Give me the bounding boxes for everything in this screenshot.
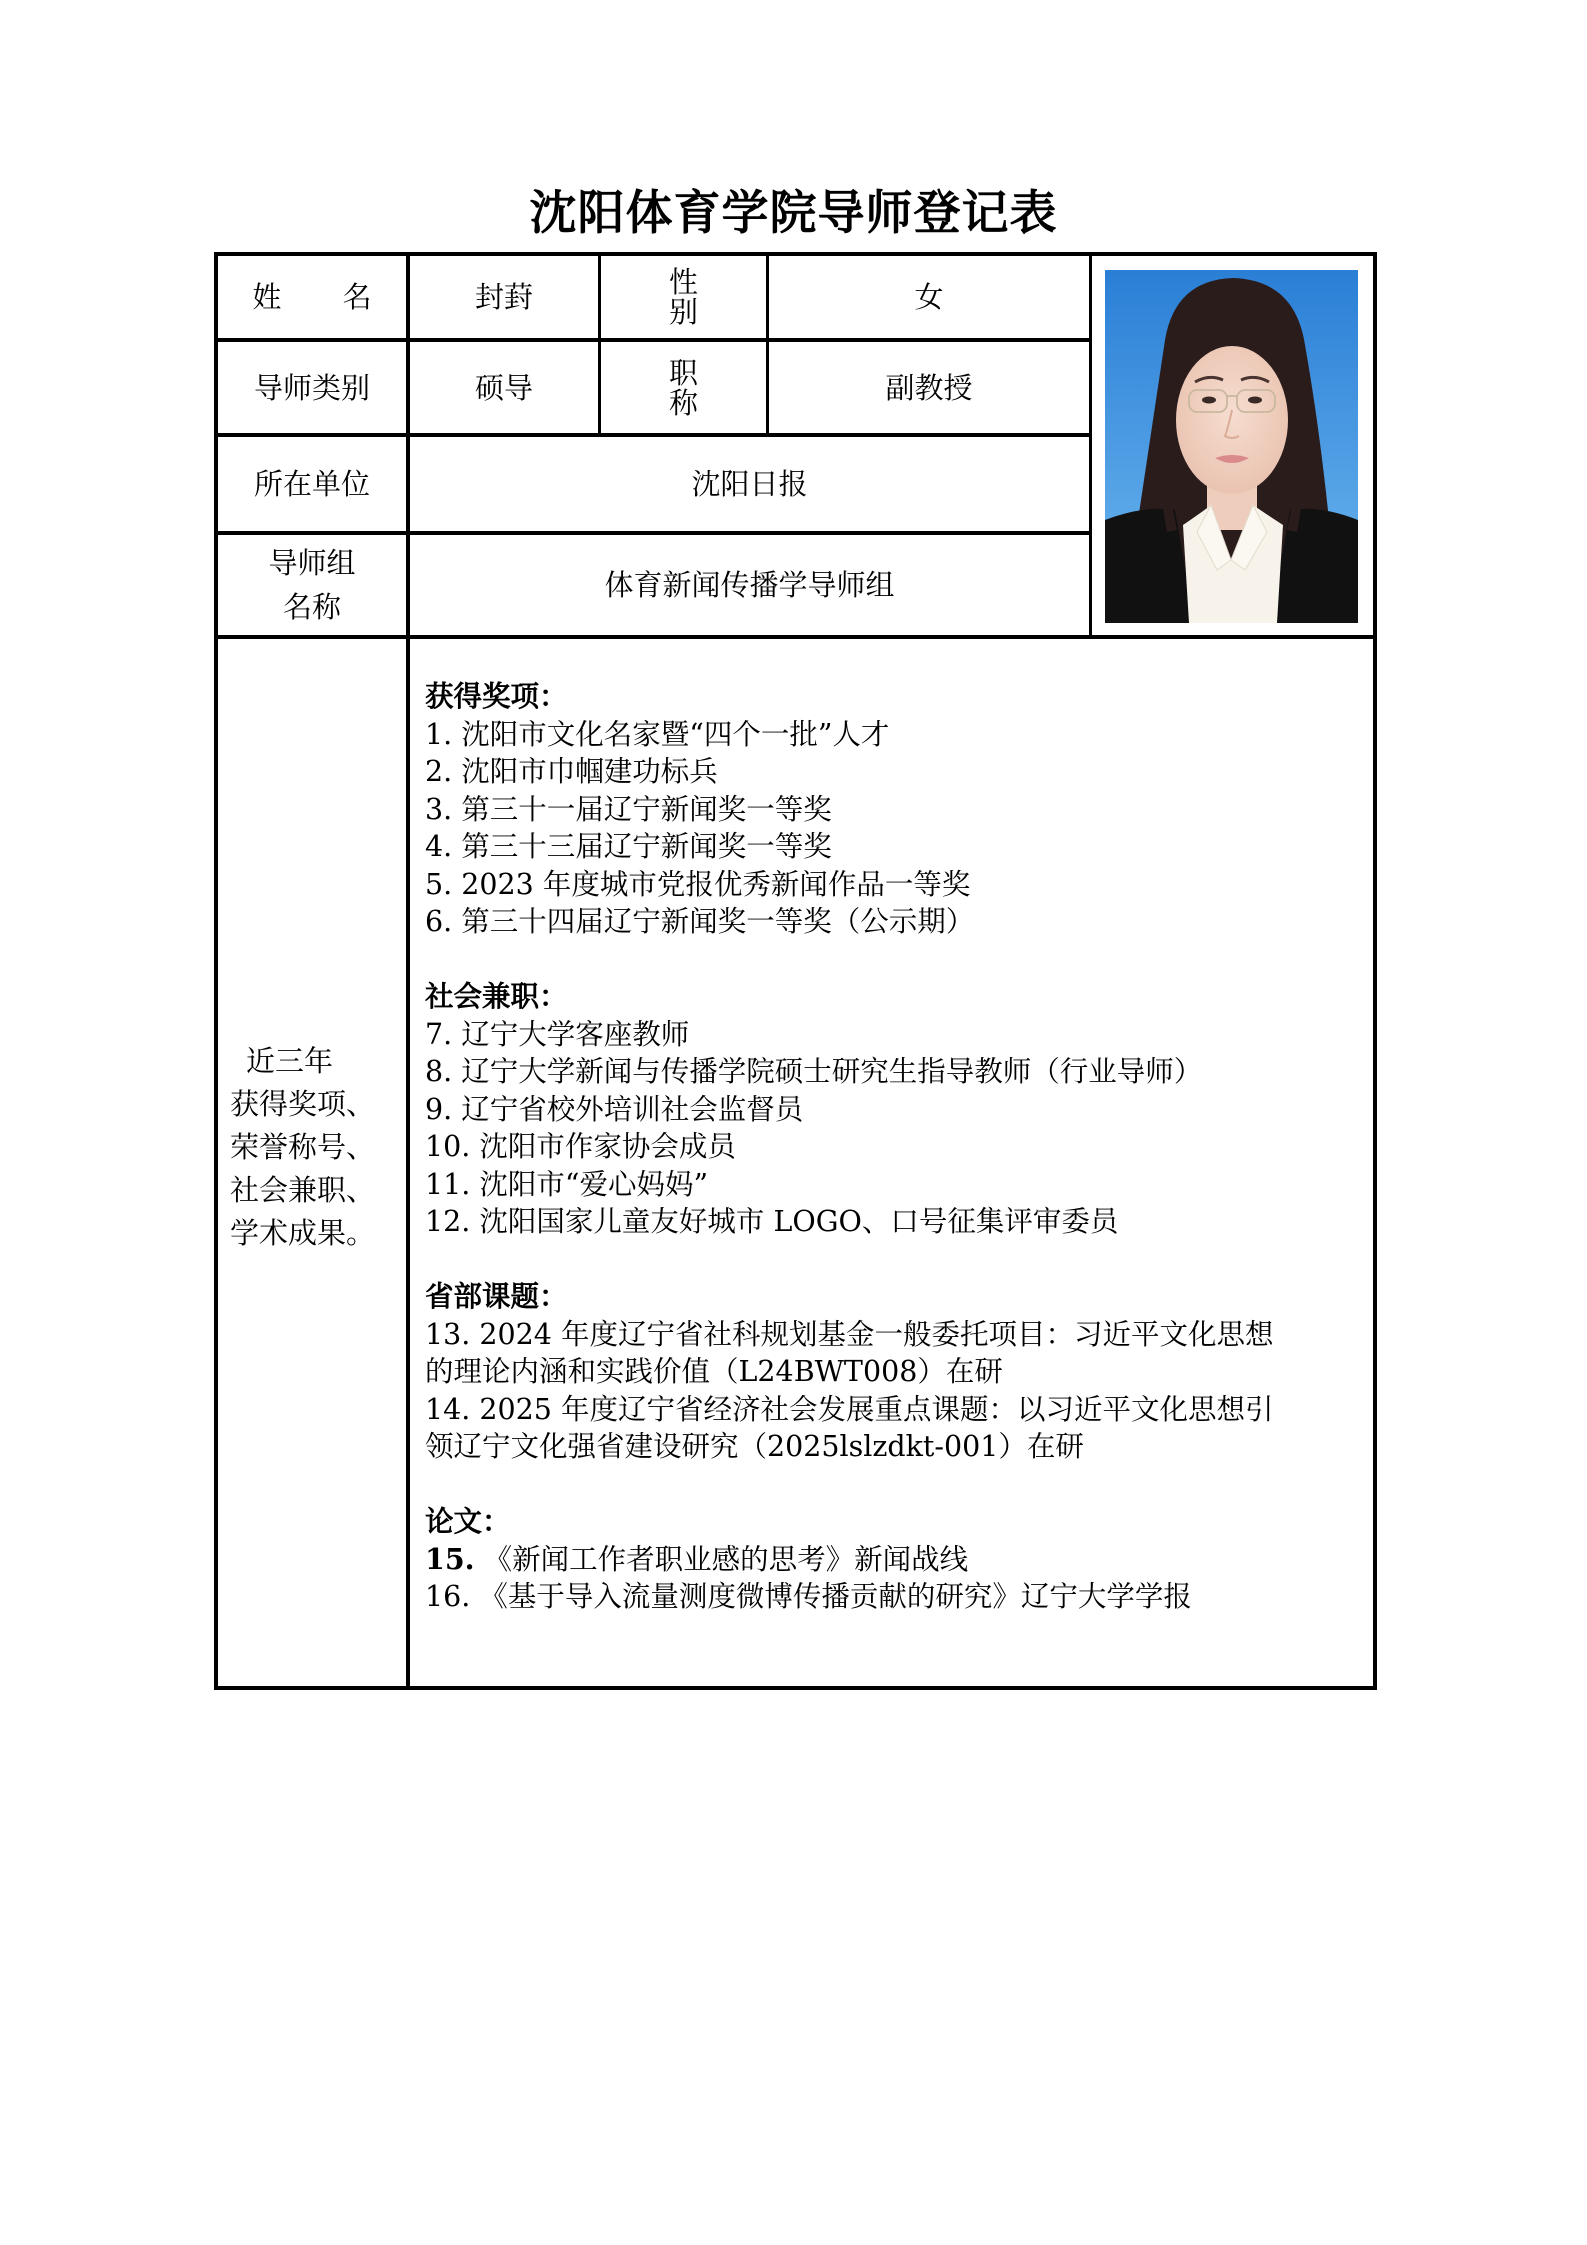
spacer bbox=[425, 1241, 1370, 1279]
achievements-label-line: 获得奖项、 bbox=[230, 1087, 376, 1121]
paper-number: 15. bbox=[425, 1541, 475, 1576]
project-item-line: 领辽宁文化强省建设研究（2025lslzdkt-001）在研 bbox=[425, 1430, 1084, 1463]
award-item: 3. 第三十一届辽宁新闻奖一等奖 bbox=[425, 792, 832, 826]
award-item: 6. 第三十四届辽宁新闻奖一等奖（公示期） bbox=[425, 905, 975, 938]
gender-value bbox=[769, 256, 1089, 338]
title-value-text: 副教授 bbox=[885, 370, 973, 405]
group-value-text: 体育新闻传播学导师组 bbox=[604, 568, 895, 602]
unit-value-text: 沈阳日报 bbox=[691, 467, 808, 501]
award-item: 2. 沈阳市巾帼建功标兵 bbox=[425, 755, 718, 788]
portrait-photo bbox=[1105, 270, 1358, 623]
name-value-text: 封葑 bbox=[474, 280, 533, 314]
row-divider bbox=[214, 635, 1377, 639]
supervisor-type-value bbox=[410, 342, 598, 433]
unit-label bbox=[218, 437, 406, 531]
spacer bbox=[425, 941, 1370, 979]
project-item-line: 的理论内涵和实践价值（L24BWT008）在研 bbox=[425, 1355, 1003, 1388]
achievements-label-line: 社会兼职、 bbox=[230, 1173, 376, 1207]
position-item: 12. 沈阳国家儿童友好城市 LOGO、口号征集评审委员 bbox=[425, 1205, 1119, 1238]
group-label-line2: 名称 bbox=[282, 590, 341, 624]
paper-text: 《新闻工作者职业感的思考》新闻战线 bbox=[474, 1542, 969, 1576]
award-item: 1. 沈阳市文化名家暨“四个一批”人才 bbox=[425, 717, 890, 751]
name-value bbox=[410, 256, 598, 338]
title-value bbox=[769, 342, 1089, 433]
page-title: 沈阳体育学院导师登记表 bbox=[529, 186, 1058, 241]
position-item: 10. 沈阳市作家协会成员 bbox=[425, 1130, 736, 1163]
achievements-content bbox=[425, 678, 1370, 1616]
achievements-label-line: 近三年 bbox=[246, 1044, 334, 1078]
position-item: 9. 辽宁省校外培训社会监督员 bbox=[425, 1092, 804, 1126]
gender-label bbox=[601, 256, 766, 338]
award-item: 4. 第三十三届辽宁新闻奖一等奖 bbox=[425, 830, 832, 863]
position-item: 11. 沈阳市“爱心妈妈” bbox=[425, 1167, 709, 1201]
group-value bbox=[410, 535, 1089, 635]
gender-value-text: 女 bbox=[914, 280, 944, 314]
achievements-label-line: 荣誉称号、 bbox=[230, 1130, 376, 1164]
project-item-line: 14. 2025 年度辽宁省经济社会发展重点课题：以习近平文化思想引 bbox=[425, 1392, 1274, 1426]
awards-heading: 获得奖项： bbox=[425, 679, 568, 713]
table-border-bottom bbox=[214, 1686, 1377, 1690]
name-label bbox=[218, 256, 406, 338]
col-divider bbox=[1089, 252, 1092, 637]
spacer bbox=[425, 1466, 1370, 1504]
achievements-label-line: 学术成果。 bbox=[230, 1216, 376, 1250]
papers-heading: 论文： bbox=[425, 1504, 511, 1538]
achievements-label bbox=[216, 1040, 408, 1255]
projects-heading: 省部课题： bbox=[425, 1279, 568, 1313]
paper-item: 16. 《基于导入流量测度微博传播贡献的研究》辽宁大学学报 bbox=[425, 1580, 1192, 1613]
unit-label-text: 所在单位 bbox=[253, 467, 370, 501]
title-label-text: 职 称 bbox=[668, 355, 724, 420]
portrait-image bbox=[1105, 270, 1358, 623]
award-item: 5. 2023 年度城市党报优秀新闻作品一等奖 bbox=[425, 867, 971, 901]
title-label bbox=[601, 342, 766, 433]
supervisor-type-label-text: 导师类别 bbox=[253, 370, 370, 405]
group-label-line1: 导师组 bbox=[268, 546, 356, 580]
position-item: 8. 辽宁大学新闻与传播学院硕士研究生指导教师（行业导师） bbox=[425, 1055, 1203, 1088]
name-label-text: 姓 名 bbox=[252, 280, 398, 314]
supervisor-type-value-text: 硕导 bbox=[474, 370, 533, 405]
paper-item bbox=[425, 1541, 1370, 1579]
gender-label-text: 性 别 bbox=[668, 265, 724, 329]
position-item: 7. 辽宁大学客座教师 bbox=[425, 1017, 690, 1051]
group-label bbox=[218, 535, 406, 635]
project-item-line: 13. 2024 年度辽宁省社科规划基金一般委托项目：习近平文化思想 bbox=[425, 1317, 1274, 1351]
unit-value bbox=[410, 437, 1089, 531]
supervisor-type-label bbox=[218, 342, 406, 433]
table-border-right bbox=[1373, 252, 1377, 1690]
positions-heading: 社会兼职： bbox=[425, 979, 568, 1013]
